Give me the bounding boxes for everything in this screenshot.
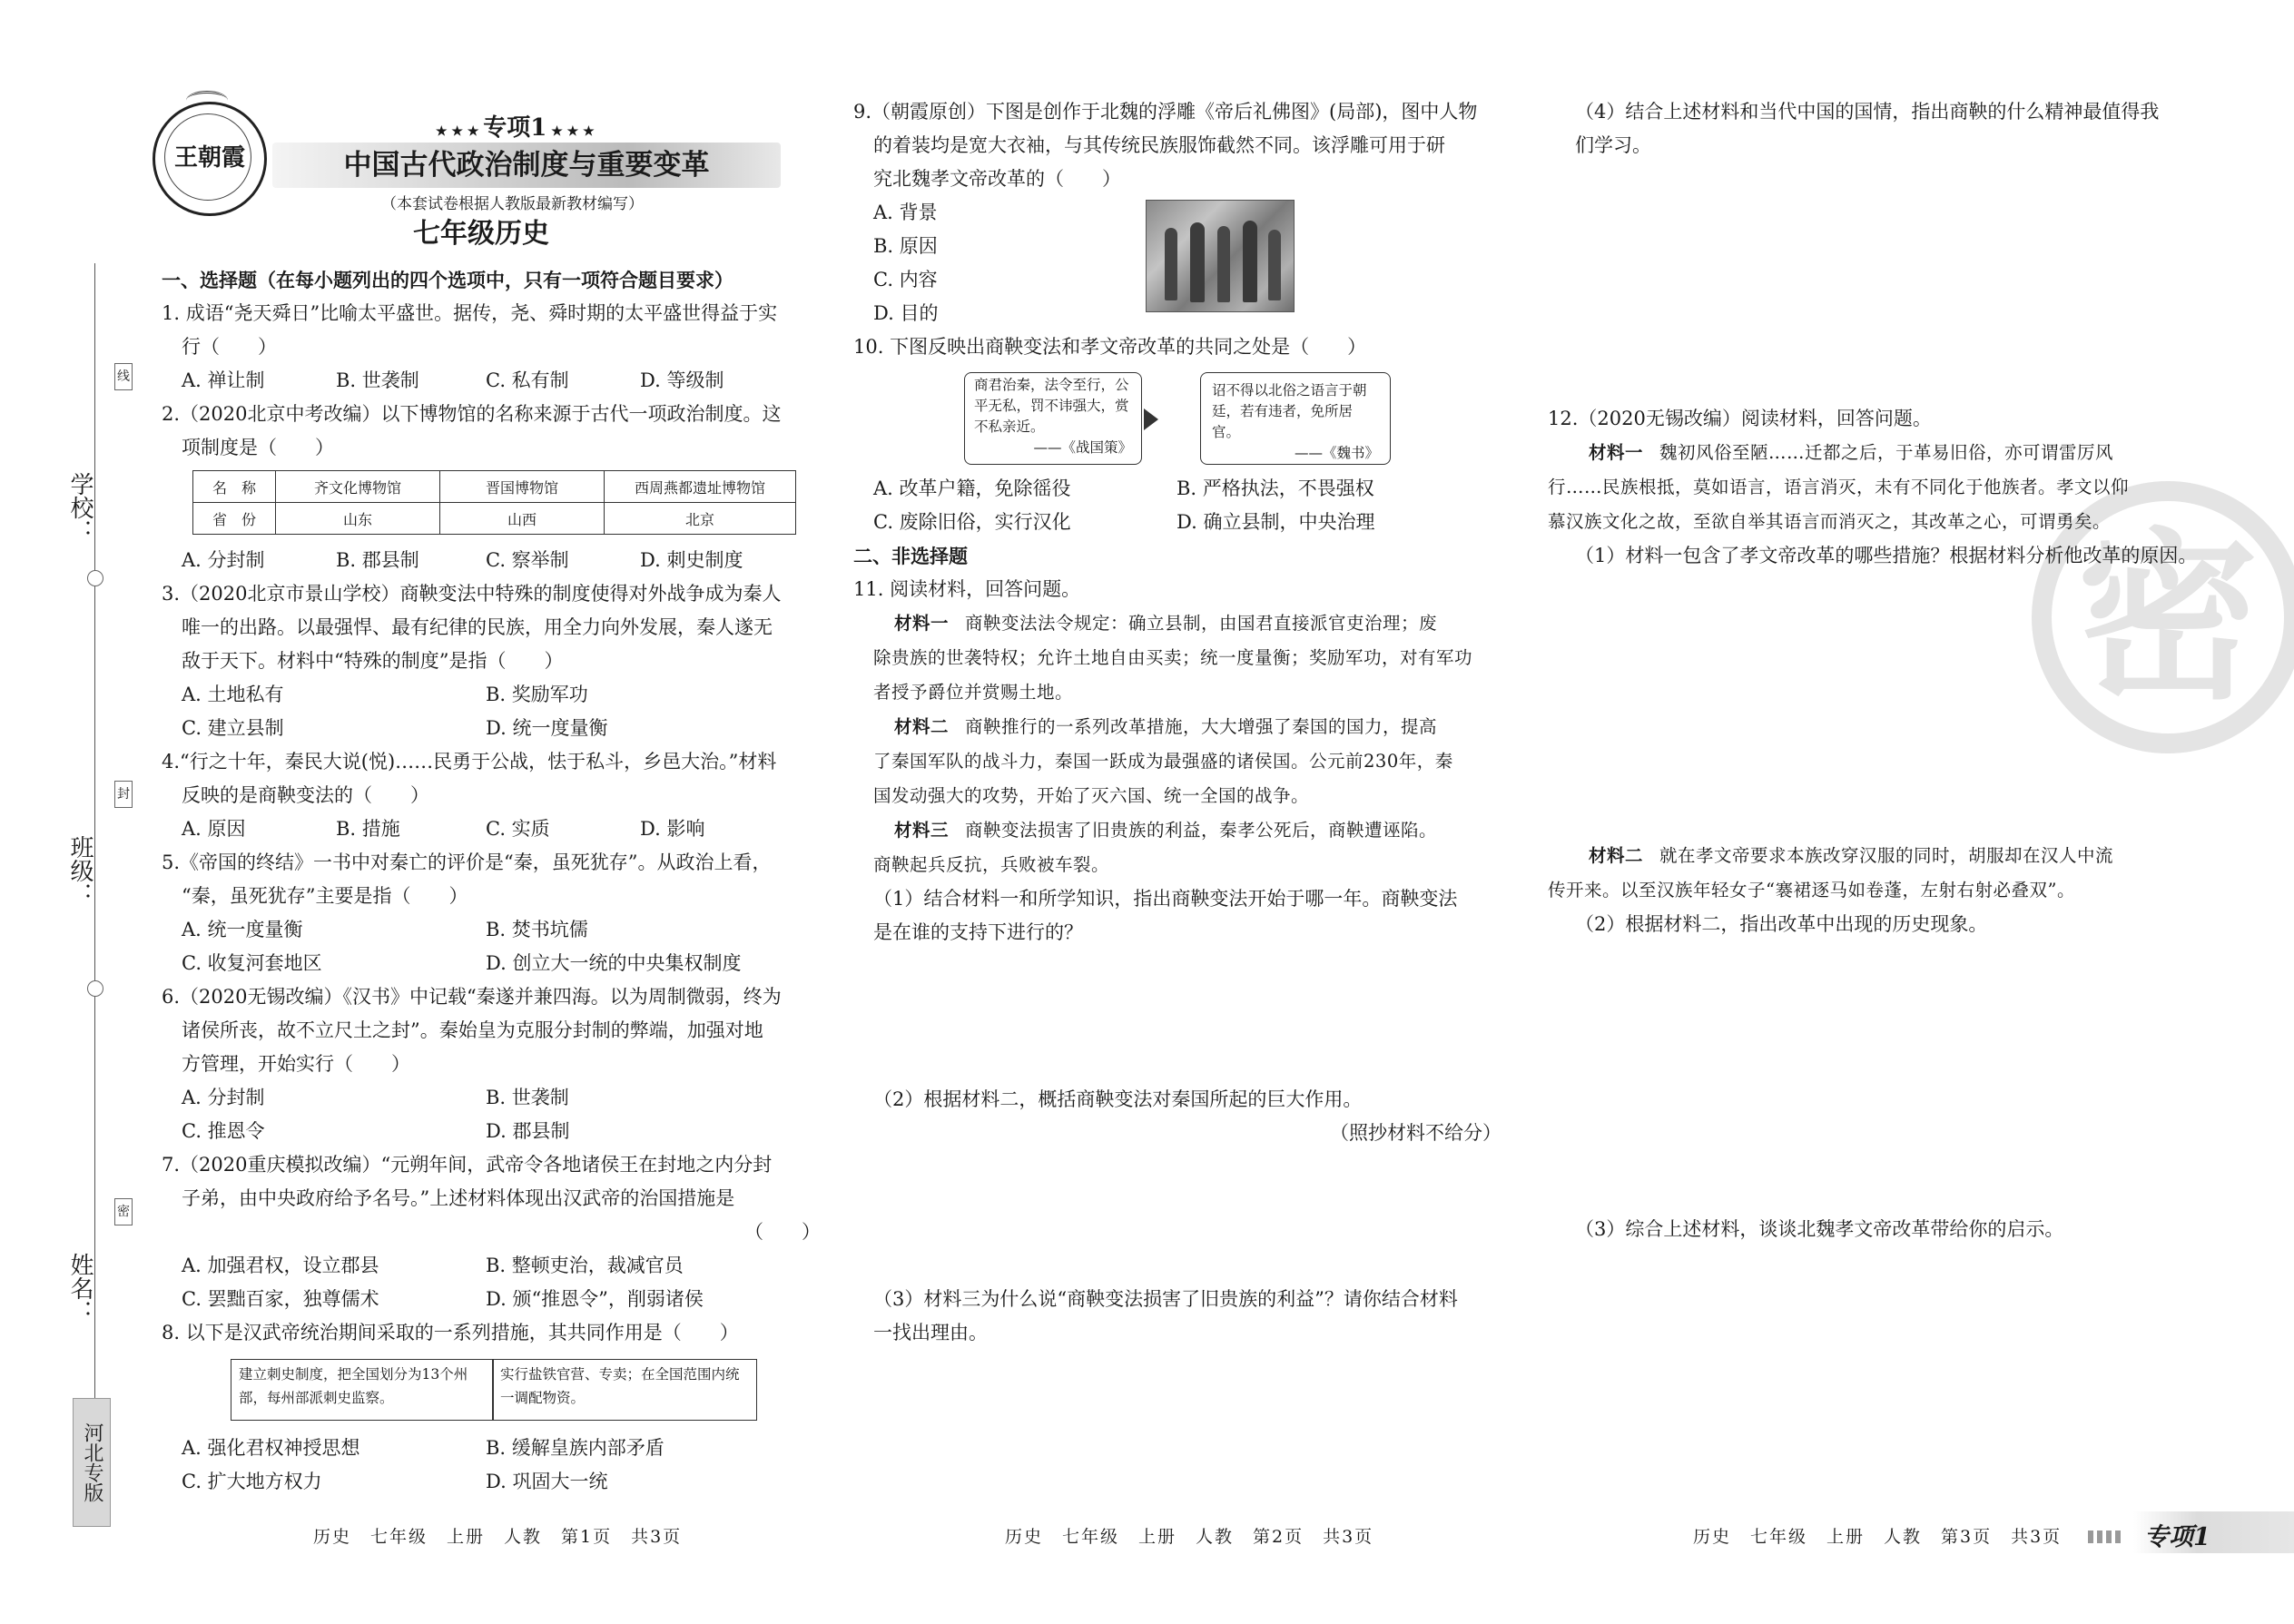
q1-option-d[interactable]: D. 等级制 [640,369,724,391]
q4-stem: 反映的是商鞅变法的（ ） [182,784,429,806]
q6-option-d[interactable]: D. 郡县制 [486,1120,570,1142]
q6-option-c[interactable]: C. 推恩令 [182,1120,265,1142]
table-cell: 山东 [276,503,440,535]
q6-option-b[interactable]: B. 世袭制 [486,1087,569,1108]
page-footer-1: 历史 七年级 上册 人教 第1页 共3页 [313,1527,683,1547]
q10-option-b[interactable]: B. 严格执法，不畏强权 [1177,477,1374,499]
q11-material-1: 材料一 商鞅变法法令规定：确立县制，由国君直接派官吏治理；废 [894,613,1438,634]
q7-stem: 7.（2020重庆模拟改编）“元朔年间，武帝令各地诸侯王在封地之内分封 [162,1154,773,1176]
q2-stem: 2.（2020北京中考改编）以下博物馆的名称来源于古代一项政治制度。这 [162,403,782,425]
museum-table [192,470,796,535]
q9-option-c[interactable]: C. 内容 [873,269,938,290]
q11-material-2-line: 国发动强大的攻势，开始了灭六国、统一全国的战争。 [873,785,1310,806]
answer-area[interactable] [1575,946,2210,1200]
q5-stem: 5.《帝国的终结》一书中对秦亡的评价是“秦，虽死犹存”。从政治上看， [162,851,772,873]
q7-option-c[interactable]: C. 罢黜百家，独尊儒术 [182,1288,379,1310]
q4-option-b[interactable]: B. 措施 [336,818,400,840]
binding-strip [54,245,136,1534]
q5-option-b[interactable]: B. 焚书坑儒 [486,919,588,940]
q12-part-1: （1）材料一包含了孝文帝改革的哪些措施？根据材料分析他改革的原因。 [1575,545,2198,566]
arrow-right-icon [1144,408,1158,430]
q2-option-a[interactable]: A. 分封制 [182,549,265,571]
q11-part-3: （3）材料三为什么说“商鞅变法损害了旧贵族的利益”？请你结合材料 [873,1288,1458,1310]
table-cell: 晋国博物馆 [440,471,605,503]
relief-figure [1268,230,1281,300]
name-label: 姓名： [66,1253,94,1324]
material-label: 材料二 [894,716,950,737]
q8-box-right: 实行盐铁官营、专卖；在全国范围内统一调配物资。 [492,1359,757,1421]
q10-stem: 10. 下图反映出商鞅变法和孝文帝改革的共同之处是（ ） [853,336,1367,358]
q6-stem: 诸侯所丧，故不立尺土之封”。秦始皇为克服分封制的弊端，加强对地 [182,1019,763,1041]
q3-option-a[interactable]: A. 土地私有 [182,684,284,705]
q1-stem: 行（ ） [182,336,277,358]
relief-figure [1165,228,1177,300]
q8-box-left: 建立刺史制度，把全国划分为13个州部，每州部派刺史监察。 [231,1359,494,1421]
q8-option-b[interactable]: B. 缓解皇族内部矛盾 [486,1437,665,1459]
q11-material-2-line: 了秦国军队的战斗力，秦国一跃成为最强盛的诸侯国。公元前230年，秦 [873,751,1453,772]
q8-option-d[interactable]: D. 巩固大一统 [486,1471,608,1492]
cut-mark-secret: 密 [114,1198,133,1225]
q11-material-3: 材料三 商鞅变法损害了旧贵族的利益，秦孝公死后，商鞅遭诬陷。 [894,820,1438,841]
material-label: 材料三 [894,820,950,841]
q10-option-d[interactable]: D. 确立县制，中央治理 [1177,511,1375,533]
q12-part-3: （3）综合上述材料，谈谈北魏孝文帝改革带给你的启示。 [1575,1218,2064,1240]
crown-icon [186,91,228,110]
q10-option-c[interactable]: C. 废除旧俗，实行汉化 [873,511,1071,533]
q12-material-2-line: 传开来。以至汉族年轻女子“褰裙逐马如卷蓬，左射右射必叠双”。 [1548,880,2075,901]
class-label: 班级： [66,835,94,906]
q12-material-1: 材料一 魏初风俗至陋……迁都之后，于革易旧俗，亦可谓雷厉风 [1589,442,2114,463]
answer-area[interactable] [873,1153,1509,1280]
q12-part-2: （2）根据材料二，指出改革中出现的历史现象。 [1575,913,1988,935]
q8-stem: 8. 以下是汉武帝统治期间采取的一系列措施，其共同作用是（ ） [162,1322,739,1343]
binding-circle-icon [87,980,103,997]
q3-stem: 唯一的出路。以最强悍、最有纪律的民族，用全力向外发展，秦人遂无 [182,616,773,638]
q5-option-d[interactable]: D. 创立大一统的中央集权制度 [486,952,742,974]
page-title: 中国古代政治制度与重要变革 [343,149,710,182]
q6-stem: 6.（2020无锡改编）《汉书》中记载“秦遂并兼四海。以为周制微弱，终为 [162,986,782,1008]
material-label: 材料二 [1589,845,1644,866]
q12-material-1-line: 行……民族根抵，莫如语言，语言消灭，未有不同化于他族者。孝文以仰 [1548,477,2130,497]
answer-area[interactable] [1575,168,2210,395]
q9-option-a[interactable]: A. 背景 [873,202,938,223]
q12-material-1-line: 慕汉族文化之故，至欲自举其语言而消灭之，其改革之心，可谓勇矣。 [1548,511,2112,532]
q3-option-b[interactable]: B. 奖励军功 [486,684,588,705]
q6-option-a[interactable]: A. 分封制 [182,1087,265,1108]
q11-material-3-line: 商鞅起兵反抗，兵败被车裂。 [873,854,1110,875]
school-label: 学校： [66,472,94,543]
q11-material-1-line: 除贵族的世袭特权；允许土地自由买卖；统一度量衡；奖励军功，对有军功 [873,647,1473,668]
answer-area[interactable] [1575,576,2029,831]
material-label: 材料一 [894,613,950,634]
q6-stem: 方管理，开始实行（ ） [182,1053,410,1075]
relief-image [1146,200,1295,312]
q7-option-b[interactable]: B. 整顿吏治，裁减官员 [486,1255,684,1276]
q11-material-1-line: 者授予爵位并赏赐土地。 [873,682,1074,703]
publisher-logo [153,102,267,216]
q4-option-d[interactable]: D. 影响 [640,818,705,840]
q9-stem: 的着装均是宽大衣袖，与其传统民族服饰截然不同。该浮雕可用于研 [873,134,1445,156]
q1-stem: 1. 成语“尧天舜日”比喻太平盛世。据传，尧、舜时期的太平盛世得益于实 [162,302,778,324]
q1-option-c[interactable]: C. 私有制 [486,369,569,391]
q3-stem: 敌于天下。材料中“特殊的制度”是指（ ） [182,650,564,672]
q5-option-c[interactable]: C. 收复河套地区 [182,952,322,974]
page-footer-3: 历史 七年级 上册 人教 第3页 共3页 [1693,1527,2063,1547]
q1-option-b[interactable]: B. 世袭制 [336,369,419,391]
q12-stem: 12.（2020无锡改编）阅读材料，回答问题。 [1548,408,1932,429]
cut-mark-seal: 封 [114,781,133,808]
q3-stem: 3.（2020北京市景山学校）商鞅变法中特殊的制度使得对外战争成为秦人 [162,583,782,605]
q2-option-b[interactable]: B. 郡县制 [336,549,419,571]
q11-stem: 11. 阅读材料，回答问题。 [853,578,1081,600]
footer-tag: 专项1 [2133,1511,2294,1553]
answer-area[interactable] [873,953,1509,1080]
star-icon: ★ ★ ★ [546,124,595,139]
answer-area[interactable] [1575,1251,2210,1496]
q2-stem: 项制度是（ ） [182,437,334,458]
table-cell: 齐文化博物馆 [276,471,440,503]
q10-box-left: 商君治秦，法令至行，公平无私，罚不讳强大，赏不私亲近。 ——《战国策》 [964,372,1142,465]
table-cell: 省 份 [193,503,276,535]
q5-option-a[interactable]: A. 统一度量衡 [182,919,303,940]
material-label: 材料一 [1589,442,1644,463]
series-label: ★ ★ ★ 专项1 ★ ★ ★ [436,114,595,142]
q11-part-3: 一找出理由。 [873,1322,988,1343]
table-cell: 山西 [440,503,605,535]
q11-part-1: （1）结合材料一和所学知识，指出商鞅变法开始于哪一年。商鞅变法 [873,888,1458,910]
answer-area[interactable] [873,1353,1509,1498]
q8-option-c[interactable]: C. 扩大地方权力 [182,1471,322,1492]
logo-text: 王朝霞 [173,144,245,172]
q7-answer-paren: （ ） [744,1221,821,1243]
table-cell: 北京 [605,503,796,535]
relief-figure [1243,221,1257,302]
q11-part-2-note: （照抄材料不给分） [1330,1122,1501,1144]
table-cell: 西周燕都遗址博物馆 [605,471,796,503]
q2-option-c[interactable]: C. 察举制 [486,549,569,571]
q11-part-4: （4）结合上述材料和当代中国的国情，指出商鞅的什么精神最值得我 [1575,101,2160,123]
relief-figure [1217,226,1230,302]
page-footer-2: 历史 七年级 上册 人教 第2页 共3页 [1005,1527,1374,1547]
edition-note: （本套试卷根据人教版最新教材编写） [381,195,644,213]
q8-option-a[interactable]: A. 强化君权神授思想 [182,1437,360,1459]
star-icon: ★ ★ ★ [436,124,484,139]
q11-material-2: 材料二 商鞅推行的一系列改革措施，大大增强了秦国的国力，提高 [894,716,1438,737]
q4-option-c[interactable]: C. 实质 [486,818,550,840]
q9-stem: 究北魏孝文帝改革的（ ） [873,168,1121,190]
q4-option-a[interactable]: A. 原因 [182,818,246,840]
q11-part-2: （2）根据材料二，概括商鞅变法对秦国所起的巨大作用。 [873,1088,1363,1110]
q1-option-a[interactable]: A. 禅让制 [182,369,265,391]
section2-heading: 二、非选择题 [853,545,968,567]
q11-part-1: 是在谁的支持下进行的？ [873,921,1083,943]
q4-stem: 4.“行之十年，秦民大说(悦)……民勇于公战，怯于私斗，乡邑大治。”材料 [162,751,777,773]
q7-option-d[interactable]: D. 颁“推恩令”，削弱诸侯 [486,1288,704,1310]
table-row [193,503,796,535]
q9-stem: 9.（朝霞原创）下图是创作于北魏的浮雕《帝后礼佛图》(局部)，图中人物 [853,101,1478,123]
table-row [193,471,796,503]
q10-option-a[interactable]: A. 改革户籍，免除徭役 [873,477,1071,499]
edition-badge: 河北专版 [73,1398,111,1527]
cut-mark-line: 线 [114,363,133,390]
q12-material-2: 材料二 就在孝文帝要求本族改穿汉服的同时，胡服却在汉人中流 [1589,845,2114,866]
q2-option-d[interactable]: D. 刺史制度 [640,549,743,571]
section-heading: 一、选择题（在每小题列出的四个选项中，只有一项符合题目要求） [162,269,733,291]
relief-figure [1190,222,1205,302]
q7-option-a[interactable]: A. 加强君权，设立郡县 [182,1255,379,1276]
q5-stem: “秦，虽死犹存”主要是指（ ） [182,885,468,907]
q3-option-d[interactable]: D. 统一度量衡 [486,717,608,739]
q9-option-b[interactable]: B. 原因 [873,235,938,257]
footer-dots-icon [2088,1530,2124,1543]
q7-stem: 子弟，由中央政府给予名号。”上述材料体现出汉武帝的治国措施是 [182,1187,735,1209]
table-cell: 名 称 [193,471,276,503]
binding-circle-icon [87,570,103,586]
subject-title: 七年级历史 [413,218,549,250]
q9-option-d[interactable]: D. 目的 [873,302,939,324]
q11-part-4: 们学习。 [1575,134,1651,156]
watermark-character: 密 [2076,513,2259,724]
q10-box-right: 诏不得以北俗之语言于朝廷，若有违者，免所居官。 ——《魏书》 [1200,372,1391,465]
q3-option-c[interactable]: C. 建立县制 [182,717,284,739]
